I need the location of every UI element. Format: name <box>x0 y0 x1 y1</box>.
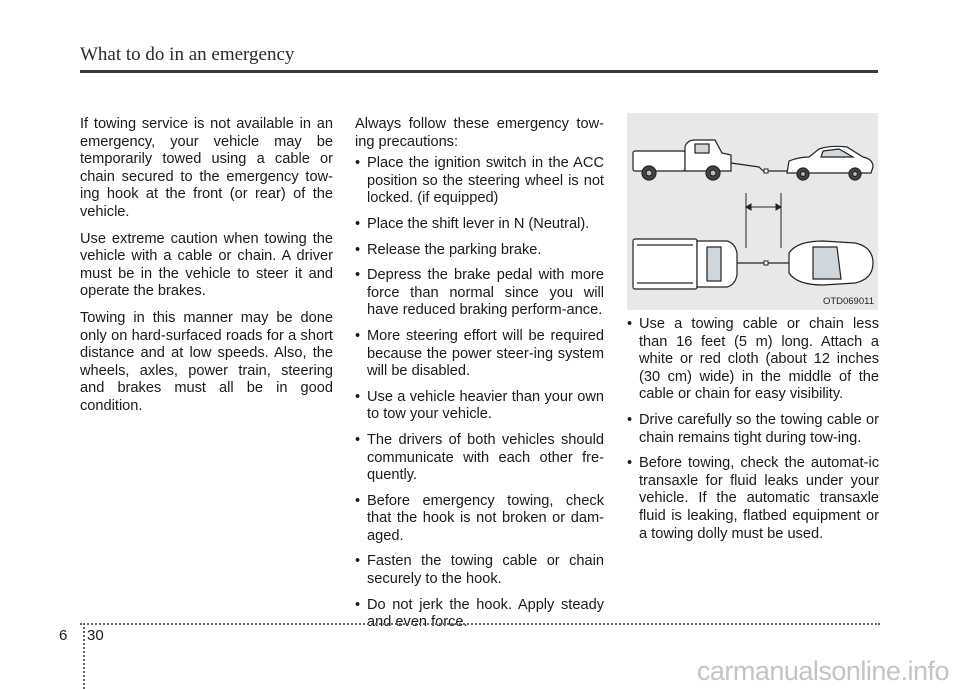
distance-indicator <box>746 193 781 248</box>
column-right <box>627 316 879 551</box>
footer-rule <box>80 623 880 625</box>
column-middle <box>355 116 604 640</box>
watermark: carmanualsonline.info <box>696 656 949 686</box>
column-left <box>80 116 333 425</box>
list-item: • The drivers of both vehicles should communicate with each other fre-quently. <box>355 432 604 485</box>
section-title: What to do in an emergency <box>80 44 295 65</box>
list-item: • Place the ignition switch in the ACC position so the steering wheel is not locked. (if equipped) <box>355 155 604 208</box>
list-item: • Use a vehicle heavier than your own to tow your vehicle. <box>355 389 604 424</box>
towing-tips-list <box>627 316 879 543</box>
tow-truck-and-car-diagram <box>627 113 878 310</box>
list-item: • Do not jerk the hook. Apply steady and even force. <box>355 597 604 632</box>
list-item: • Before towing, check the automat-ic transaxle for fluid leaks under your vehicle. If the automatic transaxle fluid is leaking, flatbed equipment or a towing dolly must be used. <box>627 455 879 543</box>
figure-code: OTD069011 <box>822 296 874 307</box>
paragraph: If towing service is not available in an emergency, your vehicle may be temporarily towed using a cable or chain secured to the emergency tow-ing hook at the front (or rear) of the vehicle. <box>80 116 333 220</box>
cable-marker <box>764 261 768 265</box>
towing-illustration <box>627 113 878 310</box>
precautions-list <box>355 155 604 632</box>
chapter-number: 6 <box>59 627 68 644</box>
list-item: • Use a towing cable or chain less than 16 feet (5 m) long. Attach a white or red cloth (about 12 inches (30 cm) wide) in the middle of the cable or chain for easy visibility. <box>627 316 879 404</box>
page-number: 30 <box>87 627 104 644</box>
cable-marker <box>764 169 768 173</box>
paragraph: Use extreme caution when towing the vehicle with a cable or chain. A driver must be in the vehicle to steer it and operate the brakes. <box>80 230 333 300</box>
tow-truck-top-icon <box>633 239 767 289</box>
list-item: • Before emergency towing, check that the hook is not broken or dam-aged. <box>355 493 604 546</box>
precautions-intro: Always follow these emergency tow-ing precautions: <box>355 116 604 150</box>
towed-car-top-icon <box>789 241 873 285</box>
list-item: • Fasten the towing cable or chain securely to the hook. <box>355 553 604 588</box>
list-item: • Drive carefully so the towing cable or chain remains tight during tow-ing. <box>627 412 879 447</box>
list-item: • More steering effort will be required because the power steer-ing system will be disabled. <box>355 328 604 381</box>
tow-truck-side-icon <box>633 140 763 180</box>
paragraph: Towing in this manner may be done only on hard-surfaced roads for a short distance and at low speeds. Also, the wheels, axles, power train, steering and brakes must all be in good condition. <box>80 309 333 414</box>
list-item: • Depress the brake pedal with more force than normal since you will have reduced braking perform-ance. <box>355 267 604 320</box>
header-rule <box>80 70 878 73</box>
towed-car-side-icon <box>787 146 873 180</box>
footer-divider <box>83 623 85 689</box>
list-item: • Place the shift lever in N (Neutral). <box>355 216 604 234</box>
list-item: • Release the parking brake. <box>355 242 604 260</box>
